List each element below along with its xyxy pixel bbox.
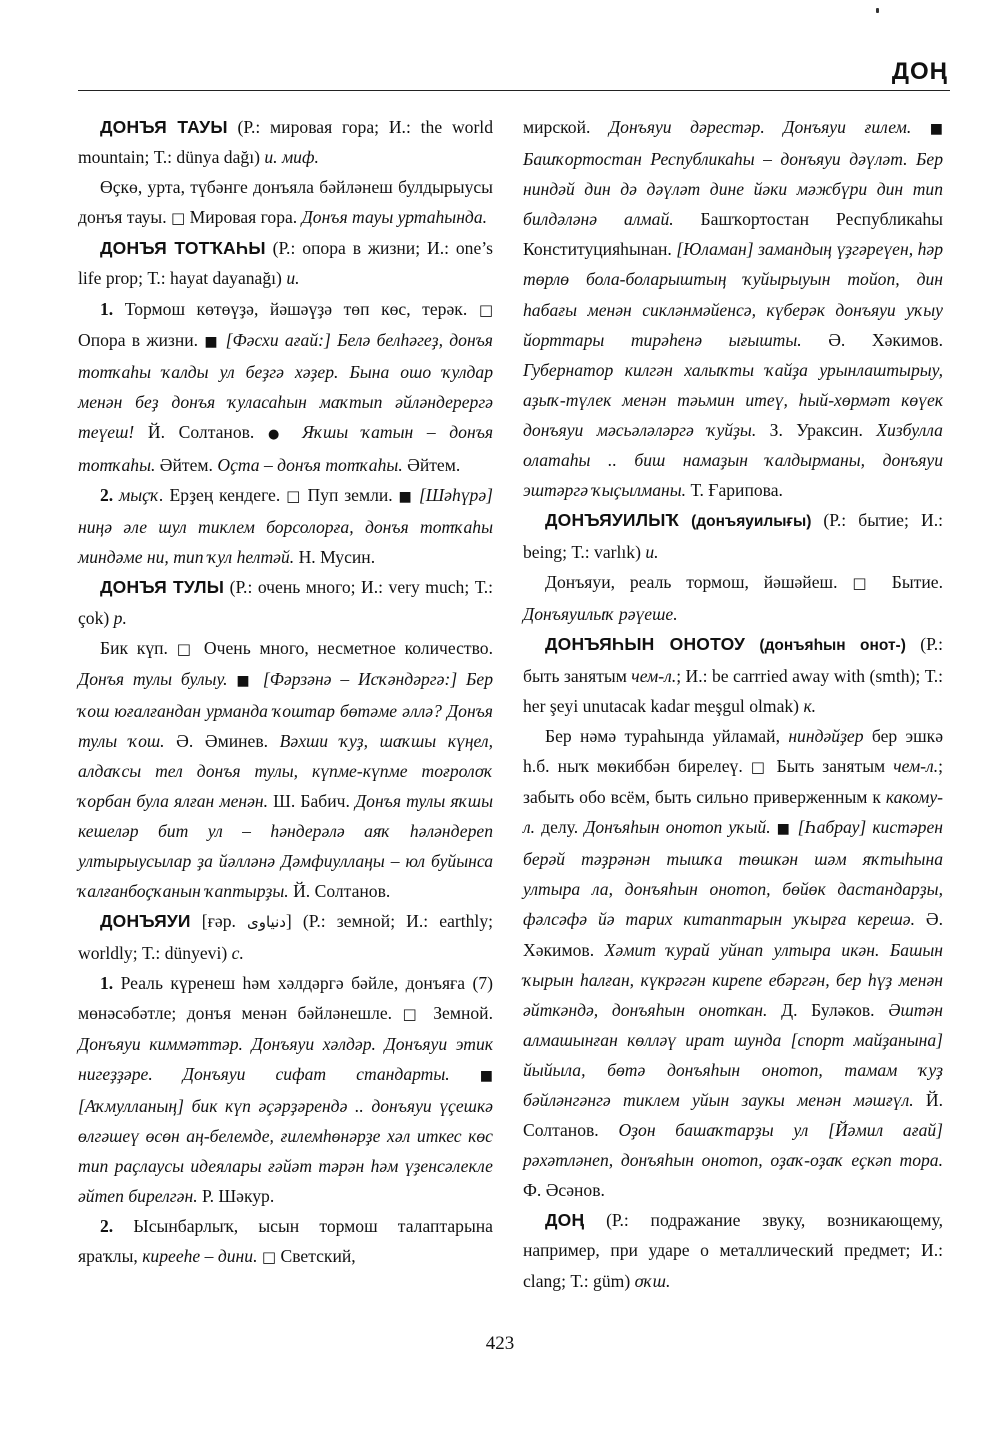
- grammar-label: и.: [645, 542, 659, 563]
- etymology: [ғәр.: [190, 911, 247, 932]
- entry-headword: ДОНЪЯ ТОТҠАҺЫ: [100, 238, 266, 259]
- quotation-source: Ә. Хәкимов.: [523, 909, 943, 960]
- russian-equivalent: Мировая гора.: [185, 207, 302, 228]
- entry-donyahyn-onotou: [523, 629, 943, 721]
- entry-dong: [523, 1205, 943, 1295]
- entry-donya-tauy: [78, 112, 493, 172]
- quotation: Оҙон башаҡтарҙы ул [Йәмил ағай] рәхәтләнеп, донъяһын онотоп, оҙаҡ-оҙаҡ еҫкәп тора.: [523, 1120, 944, 1171]
- entry-definition: [523, 567, 943, 628]
- quotation-source: Ә. Әминев.: [176, 730, 280, 751]
- usage-example: Донъя тулы булыу.: [78, 668, 237, 689]
- russian-equivalent: Бытие.: [876, 572, 943, 593]
- quotation: [Фәсхи ағай:] Белә белһәгеҙ, донъя тотҡаһы ҡалды ул беҙгә хәҙер. Бына ошо ҡулдар менән беҙ донъя ҡуласаһын маҡтып әйләндерергә теүеш!: [78, 329, 493, 442]
- grammar-label: с.: [231, 942, 244, 963]
- grammar-label: чем-л.: [893, 755, 939, 776]
- entry-translations: (Р.: опора в жизни; И.: one’s life prop; Т.: hayat dayanağı): [78, 238, 493, 289]
- grammar-label: мыҫҡ.: [113, 485, 170, 506]
- quotation-source: Башҡортостан Республикаһы Конституцияһынан.: [523, 209, 943, 260]
- print-speck: [876, 8, 879, 13]
- russian-marker-icon: □: [750, 757, 769, 776]
- entry-headword: ДОНЪЯ ТУЛЫ: [100, 577, 225, 598]
- definition-text: Ерҙең кендеге.: [169, 485, 287, 506]
- russian-equivalent: Светский,: [276, 1246, 356, 1267]
- quotation-source: Й. Солтанов.: [147, 421, 268, 442]
- entry-donyaui-continued: [523, 112, 943, 505]
- grammar-label: и. миф.: [264, 147, 319, 168]
- russian-marker-icon: □: [478, 300, 493, 319]
- quotation-source: З. Ураксин.: [769, 419, 877, 440]
- entry-donyauilyk: [523, 505, 943, 567]
- quotation-source: Д. Буләков.: [781, 999, 889, 1020]
- entry-translations: (Р.: быть занятым: [523, 633, 943, 686]
- example-marker-icon: ■: [398, 489, 414, 506]
- russian-marker-icon: □: [286, 487, 302, 506]
- usage-example: Донъяһын онотоп уҡый.: [584, 817, 777, 838]
- grammar-label: к.: [803, 695, 817, 716]
- definition-italic: ниндәйҙер: [788, 725, 864, 746]
- quotation-source: Р. Шәкур.: [202, 1186, 275, 1207]
- entry-sense-2: [78, 480, 493, 572]
- proverb: Оҫта – донъя тотҡаһы.: [217, 455, 408, 476]
- example-marker-icon: ■: [776, 821, 792, 838]
- entry-headword: ДОҢ: [545, 1210, 585, 1231]
- entry-headword: ДОНЪЯҺЫН ОНОТОУ: [545, 633, 746, 654]
- quotation: Башҡортостан Республикаһы – донъяуи дәүләт. Бер ниндәй дин дә дәүләт дине йәки мәжбүри дин тип билдәләнә алмай.: [523, 149, 943, 230]
- entry-sense-1: [78, 294, 493, 481]
- running-header: [78, 30, 950, 91]
- arabic-etymon: دنیاوی: [246, 913, 286, 932]
- grammar-label: р.: [113, 607, 127, 628]
- quotation: [Юламан] замандың үҙгәреүен, һәр төрлө бола-боларыштың ҡуйырыуын тойоп, дин һабағы менән сикләнмәйенсә, күберәк донъяуи уҡыу йорттары тирәһенә ығышты.: [523, 239, 943, 350]
- entry-headword: ДОНЪЯУИЛЫҠ: [545, 510, 680, 531]
- quotation: Донъя тулы яҡшы кешеләр бит ул – һәндерәлә аяҡ һәләндереп ултырыусылар ҙа йәлләнә Дәмфиуллаңы – юл буйынса ҡалғанбоҫҡанын ҡаптырҙы.: [78, 791, 493, 902]
- definition-text: бер эшкә һ.б. ныҡ мөкиббән бирелеү.: [523, 725, 943, 776]
- entry-translations: (Р.: подражание звуку, возникающему, например, при ударе о металлический предмет; И.: clang; Т.: güm): [523, 1210, 943, 1291]
- quotation: Хәмит ҡурай уйнап ултыра икән. Башын ҡырын һалған, күкрәгән кирепе ебәргән, бер һүҙ менән әйткәндә, донъяһын оноткан.: [523, 939, 943, 1020]
- quotation-source: Ф. Әсәнов.: [523, 1180, 605, 1201]
- definition-text: Реаль күренеш һәм хәлдәргә бәйле, донъяға (7) мөнәсәбәтле; донъя менән бәйләнешле.: [78, 972, 493, 1023]
- russian-equivalent: Пуп земли.: [301, 485, 393, 506]
- quotation: [Фәрзәнә – Исҡәндәргә:] Бер ҡош юғалғандан урманда ҡоштар бөтәме әллә? Донъя тулы ҡош.: [78, 668, 493, 751]
- entry-translations: ; И.: be carrried away with (smth); Т.: her şeyi unutacak kadar meşgul olmak): [523, 665, 943, 716]
- sense-number: 2.: [100, 1216, 114, 1237]
- phrase-marker-icon: ●: [267, 426, 289, 442]
- proverb-source: Әйтем.: [159, 455, 218, 476]
- etymology-close: ]: [285, 911, 303, 932]
- quotation: [Аҡмулланың] бик күп әҫәрҙәрендә .. донъяуи үҫешкә өлгәшеү өсөн аң-белемде, ғилемһөнәрҙе хәл иткес көс тип раҫлаусы идеялары ғәйәт тәрән һәм үҙенсәлекле әйтеп бирелгән.: [78, 1096, 493, 1207]
- sense-number: 1.: [100, 972, 114, 993]
- grammar-label: чем-л.: [631, 665, 677, 686]
- entry-form: (донъяһын онот-): [745, 636, 921, 654]
- dash: –: [200, 1246, 218, 1267]
- grammar-label: и.: [286, 268, 300, 289]
- proverb-source: Әйтем.: [407, 455, 461, 476]
- entry-translations: (Р.: очень много; И.: very much; Т.: çok): [78, 577, 493, 628]
- russian-marker-icon: □: [402, 1004, 423, 1023]
- entry-translations: (Р.: бытие; И.: being; Т.: varlık): [523, 510, 944, 563]
- proverb: Яҡшы ҡатын – донъя тотҡаһы.: [78, 421, 494, 476]
- russian-equivalent: Земной.: [422, 1002, 493, 1023]
- entry-headword: ДОНЪЯ ТАУЫ: [100, 117, 228, 137]
- sense-number: 2.: [100, 485, 114, 506]
- usage-example: Донъяуи дәрестәр. Донъяуи ғилем.: [608, 117, 930, 137]
- entry-donya-tuly: [78, 572, 493, 632]
- sense-number: 1.: [100, 298, 114, 319]
- example-marker-icon: ■: [236, 672, 255, 689]
- quotation: [Һабрау] кистәрен берәй тәҙрәнән тышҡа төшкән шәм яҡтыһына ултыра ла, донъяһын онотоп, бөйөк дастандарҙы, фәлсәфә йә тарих китаптарын уҡырға керешә.: [523, 817, 943, 930]
- russian-equivalent: Опора в жизни.: [78, 329, 205, 350]
- entry-definition: [78, 633, 493, 907]
- example-marker-icon: ■: [929, 121, 943, 137]
- russian-marker-icon: □: [852, 574, 877, 593]
- entry-sense-1: [78, 968, 493, 1212]
- right-column: [523, 112, 943, 1296]
- example-marker-icon: ■: [479, 1067, 493, 1084]
- antonym-label: кирееһе: [142, 1246, 201, 1267]
- definition-text: Тормош көтөүҙә, йәшәүҙә төп көс, терәк.: [113, 298, 479, 319]
- running-head-word: ДОҢ: [891, 58, 948, 85]
- entry-headword: ДОНЪЯУИ: [100, 911, 191, 932]
- definition-text: Өҫкө, урта, түбәнге донъяла бәйләнеш булдырыусы донъя тауы.: [78, 177, 493, 228]
- usage-example: Донъяуи киммәттәр. Донъяуи хәлдәр. Донъяуи этик нигеҙҙәре. Донъяуи сифат стандарты.: [78, 1033, 493, 1084]
- usage-example: Донъя тауы уртаһында.: [301, 207, 488, 228]
- left-column: [78, 112, 493, 1273]
- entry-form: (донъяуилығы): [679, 513, 824, 531]
- usage-example: Донъяуилыҡ рәүеше.: [523, 603, 678, 624]
- russian-equivalent: делу.: [535, 817, 585, 838]
- quotation-source: Й. Солтанов.: [523, 1090, 943, 1141]
- russian-marker-icon: □: [171, 209, 186, 228]
- quotation: Хизбулла олатаһы .. биш намаҙын ҡалдырманы, донъяуи эштәргә ҡыҫылманы.: [523, 419, 943, 501]
- russian-equivalent: мирской.: [523, 117, 609, 137]
- quotation-source: Ш. Бабич.: [273, 791, 355, 812]
- russian-equivalent: Очень много, несметное количество.: [195, 637, 493, 658]
- example-marker-icon: ■: [204, 333, 220, 350]
- russian-marker-icon: □: [261, 1248, 277, 1267]
- grammar-label: какому-л.: [523, 787, 943, 838]
- quotation-source: Н. Мусин.: [298, 547, 376, 568]
- entry-translations: (Р.: земной; И.: earthly; worldly; Т.: dünyevi): [78, 911, 493, 963]
- russian-equivalent: ; забыть обо всём, быть сильно приверженным к: [523, 755, 943, 808]
- grammar-label: оҡш.: [634, 1270, 671, 1291]
- page-number: 423: [485, 1333, 515, 1354]
- quotation: Әштән алмашынған көлләү ират шунда [спорт майҙанына] йыйыла, бөтә донъяһын онотоп, тамам ҡуҙ бәйләнгәнгә тиклем уйын заукы менән мәшғүл.: [523, 999, 943, 1110]
- entry-translations: (Р.: мировая гора; И.: the world mountain; Т.: dünya dağı): [78, 117, 493, 168]
- russian-marker-icon: □: [176, 639, 196, 658]
- definition-text: Ысынбарлыҡ, ысын тормош талаптарына яраҡлы,: [78, 1216, 493, 1267]
- entry-donya-totkahy: [78, 233, 493, 293]
- entry-sense-2: [78, 1211, 493, 1272]
- quotation-source: Й. Солтанов.: [293, 881, 391, 902]
- entry-donyaui: [78, 906, 493, 967]
- antonym: дини.: [217, 1246, 262, 1267]
- definition-text: Бик күп.: [100, 637, 177, 658]
- definition-text: Донъяуи, реаль тормош, йәшәйеш.: [545, 572, 838, 593]
- entry-definition: [523, 721, 943, 1206]
- definition-text: Бер нәмә тураһында уйламай,: [545, 725, 789, 746]
- quotation-source: Т. Ғарипова.: [690, 480, 783, 501]
- quotation: [Шәһүрә] ниңә әле шул тиклем борсолорға, донъя тотҡаһы миндәме ни, тип ҡул һелтәй.: [78, 485, 493, 568]
- quotation: Губернатор килгән халыҡты ҡайҙа урынлаштырыу, аҙыҡ-түлек менән тәьмин итеү, һый-хөрмәт көүек донъяуи мәсьәләләргә ҡуйҙы.: [523, 359, 943, 440]
- quotation: Вәхши ҡуҙ, шаҡшы күңел, алдаҡсы тел донъя тулы, күпме-күпме тоғролоҡ ҡорбан була ялған менән.: [78, 730, 493, 812]
- russian-equivalent: Быть занятым: [768, 755, 894, 776]
- entry-definition: [78, 172, 493, 233]
- quotation-source: Ә. Хәкимов.: [828, 329, 943, 350]
